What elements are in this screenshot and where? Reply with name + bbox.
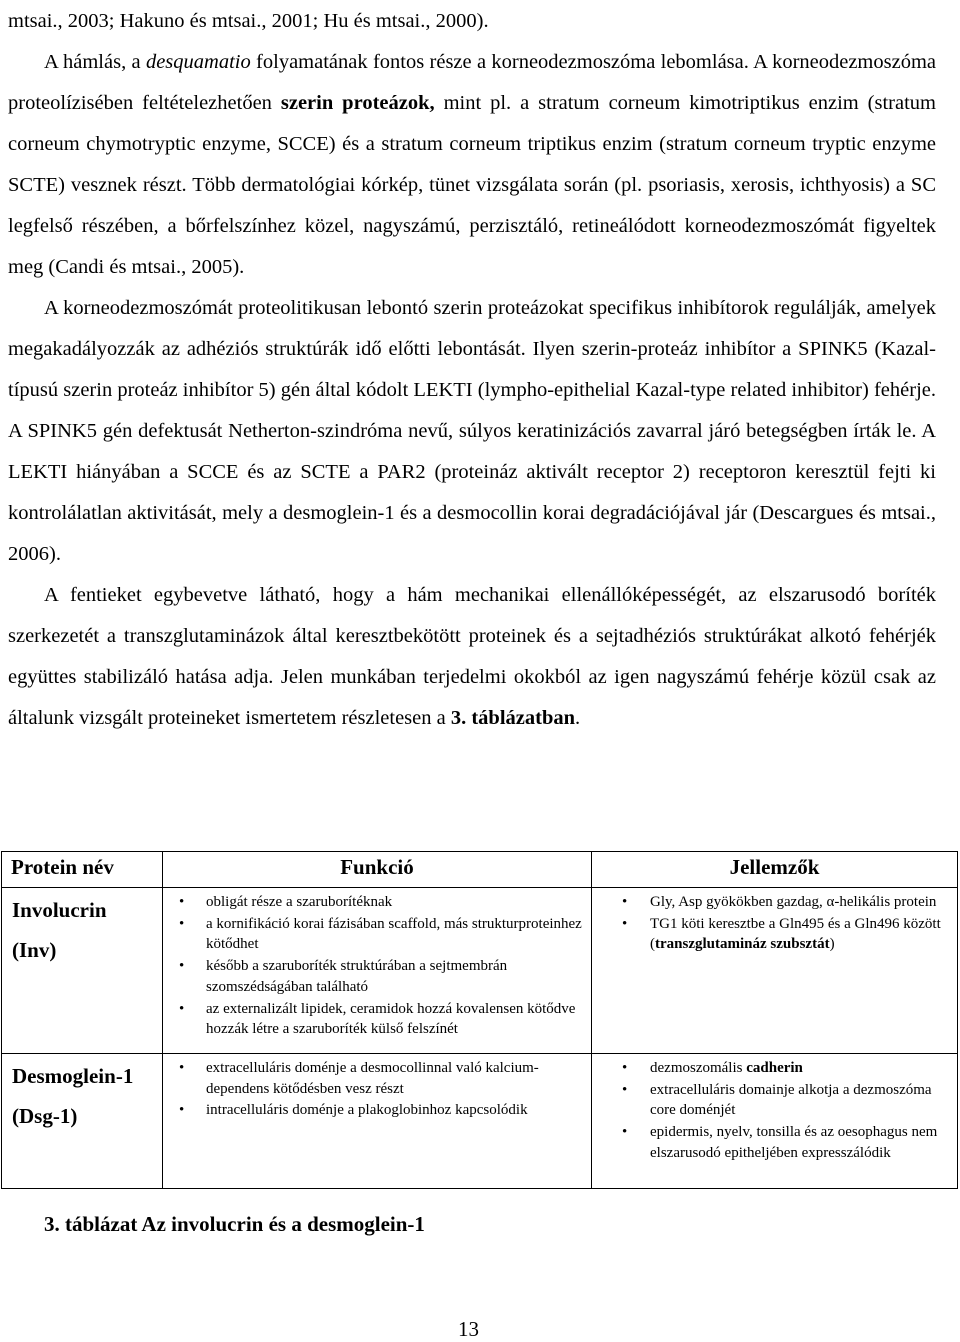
page-number: 13 [458, 1317, 479, 1341]
protein-abbr: (Dsg-1) [12, 1104, 78, 1128]
list-item: • az externalizált lipidek, ceramidok hozzá kovalensen kötődve hozzák létre a szaruboríték külső felszínét [163, 999, 591, 1040]
protein-name-cell [2, 1054, 163, 1189]
list-item [592, 914, 957, 955]
function-cell [163, 888, 592, 1054]
features-list [592, 1054, 957, 1167]
header-features: Jellemzők [592, 852, 958, 888]
bold-term: szerin proteázok, [280, 92, 435, 114]
protein-name-cell [2, 888, 163, 1054]
paragraph-summary [8, 575, 936, 739]
text-run: . [575, 707, 581, 729]
header-function: Funkció [163, 852, 592, 888]
function-cell [163, 1054, 592, 1189]
bold-term: cadherin [746, 1060, 803, 1076]
protein-name: Involucrin [12, 898, 107, 922]
features-cell [592, 1054, 958, 1189]
paragraph-citation-end: mtsai., 2003; Hakuno és mtsai., 2001; Hu és mtsai., 2000). [8, 10, 489, 32]
list-item: • obligát része a szaruborítéknak [163, 892, 591, 913]
text-run: A fentieket egybevetve látható, hogy a hám mechanikai ellenállóképességét, az elszarusodó boríték szerkezetét a transzglutaminázok által keresztbekötött proteinek és a sejtadhéziós struktúrákat alkotó fehérjék együttes stabilizáló hatása adja. Jelen munkában terjedelmi okokból az igen nagyszámú fehérje közül csak az általunk vizsgált proteineket ismertetem részletesen a [8, 584, 936, 729]
list-item: • intracelluláris doménje a plakoglobinhoz kapcsolódik [163, 1100, 591, 1121]
function-list [163, 1054, 591, 1124]
table-row [2, 888, 958, 1054]
text-run: dezmoszomális [650, 1060, 747, 1076]
features-cell [592, 888, 958, 1054]
list-item: • Gly, Asp gyökökben gazdag, α-helikális protein [592, 892, 957, 913]
table-caption: 3. táblázat Az involucrin és a desmoglein-1 [44, 1212, 425, 1236]
protein-abbr: (Inv) [12, 938, 57, 962]
list-item: • a kornifikáció korai fázisában scaffold, más strukturproteinhez kötődhet [163, 914, 591, 955]
text-run: folyamatának fontos része a korneodezmoszóma lebomlása. A korneodezmoszóma proteolízisében feltételezhetően [8, 51, 937, 114]
features-list [592, 888, 957, 958]
document-page [8, 0, 936, 739]
italic-term: desquamatio [145, 51, 251, 73]
list-item [592, 1058, 957, 1079]
list-item: • extracelluláris domainje alkotja a dezmoszóma core doménjét [592, 1080, 957, 1121]
text-run: ) [829, 936, 835, 953]
table-header-row [2, 852, 958, 888]
function-list [163, 888, 591, 1043]
paragraph-inhibitors: A korneodezmoszómát proteolitikusan lebontó szerin proteázokat specifikus inhibítorok regulálják, amelyek megakadályozzák az adhéziós struktúrák idő előtti lebontását. Ilyen szerin-proteáz inhibítor a SPINK5 (Kazal-típusú szerin proteáz inhibítor 5) gén által kódolt LEKTI (lympho-epithelial Kazal-type related inhibitor) fehérje. A SPINK5 gén defektusát Netherton-szindróma nevű, súlyos keratinizációs zavarral járó betegségben írták le. A LEKTI hiányában a SCCE és az SCTE a PAR2 (proteináz aktivált receptor 2) receptoron keresztül fejti ki kontrolálatlan aktivitását, mely a desmoglein-1 és a desmocollin korai degradációjával jár (Descargues és mtsai., 2006). [8, 297, 936, 565]
paragraph-desquamation [8, 42, 936, 288]
list-item: • extracelluláris doménje a desmocollinnal való kalcium-dependens kötődésben vesz részt [163, 1058, 591, 1099]
text-run: TG1 köti keresztbe a Gln495 és a Gln496 között ( [650, 915, 941, 953]
table-row [2, 1054, 958, 1189]
bold-term: transzglutamináz szubsztát [655, 936, 830, 953]
text-run: A hámlás, a [44, 51, 146, 73]
header-protein-name: Protein név [2, 852, 163, 888]
protein-table [1, 851, 958, 1189]
table-reference: 3. táblázatban [450, 707, 576, 729]
list-item: • epidermis, nyelv, tonsilla és az oesophagus nem elszarusodó epitheljében expresszálódik [592, 1122, 957, 1163]
protein-name: Desmoglein-1 [12, 1064, 134, 1088]
list-item: • később a szaruboríték struktúrában a sejtmembrán szomszédságában található [163, 956, 591, 997]
text-run: mint pl. a stratum corneum kimotriptikus enzim (stratum corneum chymotryptic enzyme, SCCE) és a stratum corneum triptikus enzim (stratum corneum tryptic enzyme SCTE) vesznek részt. Több dermatológiai kórkép, tünet vizsgálata során (pl. psoriasis, xerosis, ichthyosis) a SC legfelső részében, a bőrfelszínhez közel, nagyszámú, perzisztáló, retineálódott korneodezmoszómát figyeltek meg (Candi és mtsai., 2005). [8, 92, 936, 278]
